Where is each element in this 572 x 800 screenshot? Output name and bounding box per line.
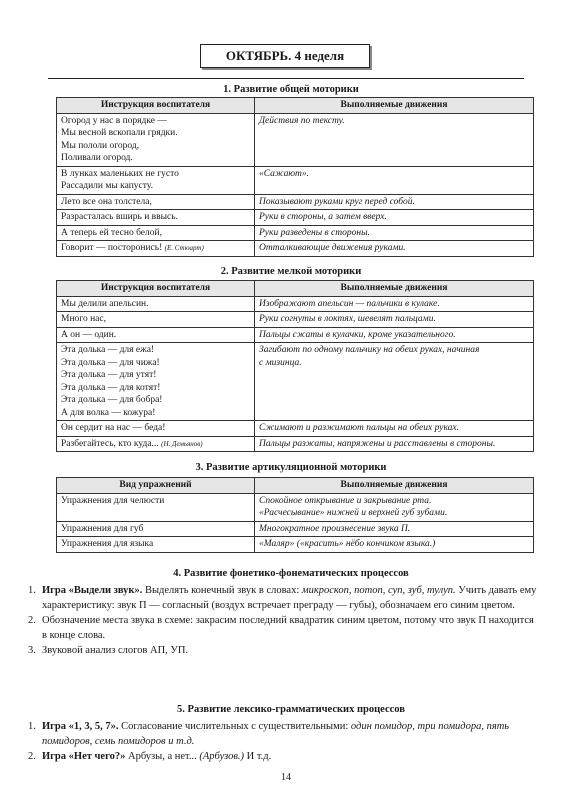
page-title: ОКТЯБРЬ. 4 неделя	[200, 44, 370, 68]
exercise-type-cell: Упражнения для губ	[57, 521, 255, 537]
movement-cell: Многократное произнесение звука П.	[255, 521, 534, 537]
instruction-cell: А теперь ей тесно белой,	[57, 225, 255, 241]
header-divider	[48, 78, 524, 79]
instruction-cell: Мы делили апельсин.	[57, 296, 255, 312]
instruction-cell: Много нас,	[57, 312, 255, 328]
table-row	[57, 436, 534, 452]
instruction-cell: Эта долька — для ежа! Эта долька — для чижа! Эта долька — для утят! Эта долька — для котят! Эта долька — для бобра! А для волка — кожура!	[57, 343, 255, 421]
section4-list	[28, 584, 540, 660]
table-row	[57, 521, 534, 537]
column-header-movements: Выполняемые движения	[255, 281, 534, 297]
movement-cell: Спокойное открывание и закрывание рта. «Расчесывание» нижней и верхней губ зубами.	[255, 493, 534, 521]
table-row	[57, 343, 534, 421]
list-item: 2. Игра «Нет чего?» Арбузы, а нет... (Арбузов.) И т.д.	[28, 751, 272, 762]
movement-cell: Изображают апельсин — пальчики в кулаке.	[255, 296, 534, 312]
movement-cell: Сжимают и разжимают пальцы на обеих руках.	[255, 421, 534, 437]
page-number: 14	[281, 772, 291, 783]
column-header-movements: Выполняемые движения	[255, 478, 534, 494]
table-row	[57, 312, 534, 328]
movement-cell: Действия по тексту.	[255, 113, 534, 166]
section3-title: 3. Развитие артикуляционной моторики	[195, 462, 387, 473]
instruction-cell: Разрасталась вширь и ввысь.	[57, 210, 255, 226]
section1-title: 1. Развитие общей моторики	[223, 84, 359, 95]
table-row	[57, 225, 534, 241]
column-header-instruction: Инструкция воспитателя	[57, 98, 255, 114]
table-row	[57, 241, 534, 257]
section2-title: 2. Развитие мелкой моторики	[220, 266, 362, 277]
section3-table	[56, 477, 534, 553]
instruction-cell: А он — один.	[57, 327, 255, 343]
table-row	[57, 421, 534, 437]
section5-list	[28, 720, 540, 766]
exercise-type-cell: Упражнения для языка	[57, 537, 255, 553]
table-row	[57, 166, 534, 194]
column-header-movements: Выполняемые движения	[255, 98, 534, 114]
list-item: 3. Звуковой анализ слогов АП, УП.	[28, 645, 189, 656]
movement-cell: Загибают по одному пальчику на обеих руках, начиная с мизинца.	[255, 343, 534, 421]
table-row	[57, 194, 534, 210]
movement-cell: Руки разведены в стороны.	[255, 225, 534, 241]
section1-table	[56, 97, 534, 257]
list-item: 2. Обозначение места звука в схеме: закрасим последний квадратик синим цветом, потому что звук П находится в конце слова.	[28, 615, 534, 641]
section2-table	[56, 280, 534, 452]
movement-cell: Показывают руками круг перед собой.	[255, 194, 534, 210]
movement-cell: «Маляр» («красить» нёбо кончиком языка.)	[255, 537, 534, 553]
table-row	[57, 537, 534, 553]
author-credit: (Е. Стюарт)	[164, 244, 204, 252]
column-header-exercise-type: Вид упражнений	[57, 478, 255, 494]
movement-cell: Руки согнуты в локтях, шевелят пальцами.	[255, 312, 534, 328]
table-row	[57, 113, 534, 166]
table-row	[57, 327, 534, 343]
column-header-instruction: Инструкция воспитателя	[57, 281, 255, 297]
table-row	[57, 296, 534, 312]
instruction-cell: Он сердит на нас — беда!	[57, 421, 255, 437]
section4-title: 4. Развитие фонетико-фонематических процессов	[173, 568, 409, 579]
movement-cell: Пальцы разжаты, напряжены и расставлены в стороны.	[255, 436, 534, 452]
exercise-type-cell: Упражнения для челюсти	[57, 493, 255, 521]
movement-cell: Отталкивающие движения руками.	[255, 241, 534, 257]
instruction-cell: Говорит — посторонись! (Е. Стюарт)	[57, 241, 255, 257]
table-row	[57, 210, 534, 226]
movement-cell: «Сажают».	[255, 166, 534, 194]
section5-title: 5. Развитие лексико-грамматических процессов	[177, 704, 405, 715]
instruction-cell: Лето все она толстела,	[57, 194, 255, 210]
movement-cell: Пальцы сжаты в кулачки, кроме указательного.	[255, 327, 534, 343]
instruction-cell: Огород у нас в порядке — Мы весной вскопали грядки. Мы пололи огород, Поливали огород.	[57, 113, 255, 166]
instruction-cell: В лунках маленьких не густо Рассадили мы капусту.	[57, 166, 255, 194]
table-row	[57, 493, 534, 521]
instruction-cell: Разбегайтесь, кто куда... (Н. Демьянов)	[57, 436, 255, 452]
author-credit: (Н. Демьянов)	[161, 439, 203, 448]
movement-cell: Руки в стороны, а затем вверх.	[255, 210, 534, 226]
list-item: 1. Игра «Выдели звук». Выделять конечный звук в словах: микроскоп, потоп, суп, зуб, тулуп. Учить давать ему характеристику: звук П — согласный (воздух встречает преграду — губы), обозначаем его синим цветом.	[28, 585, 537, 611]
list-item: 1. Игра «1, 3, 5, 7». Согласование числительных с существительными: один помидор, три помидора, пять помидоров, семь помидоров и т.д.	[28, 721, 510, 747]
